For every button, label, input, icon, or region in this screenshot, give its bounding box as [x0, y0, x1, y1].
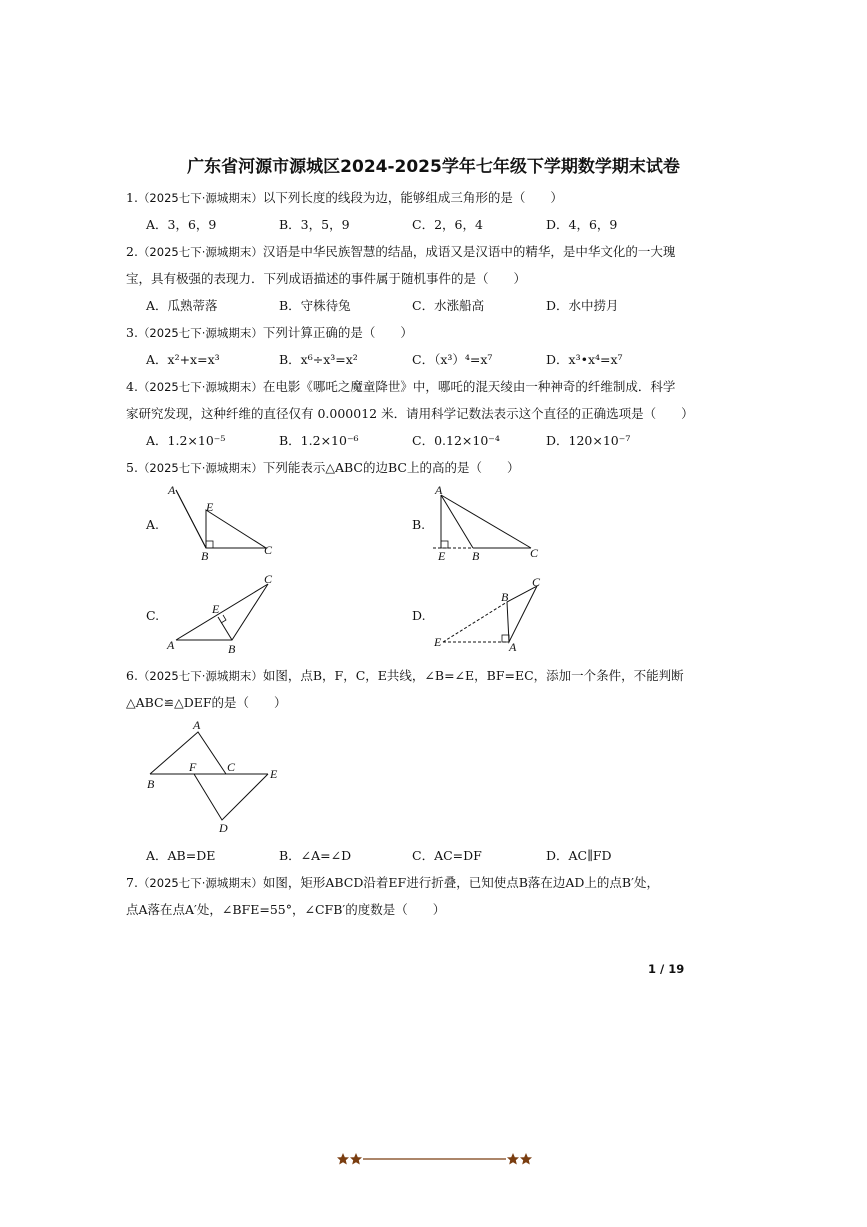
question-6	[126, 666, 684, 684]
point-label: E	[270, 767, 278, 781]
q3-option-b: B．x⁶÷x³=x²	[279, 352, 358, 367]
q5-option-a-label: A.	[146, 517, 160, 532]
question-3	[126, 323, 413, 341]
point-label: C	[532, 575, 541, 589]
question-4	[126, 377, 675, 395]
question-text: 汉语是中华民族智慧的结晶，成语又是汉语中的精华，是中华文化的一大瑰	[262, 244, 676, 259]
question-2-continued: 宝，具有极强的表现力．下列成语描述的事件属于随机事件的是（ ）	[126, 271, 527, 286]
q2-option-b: B．守株待兔	[279, 298, 351, 313]
q6-option-c: C．AC=DF	[412, 848, 482, 863]
question-number: 3.	[126, 325, 138, 340]
point-label: F	[189, 760, 197, 774]
footer-ornament	[336, 1151, 536, 1170]
q5-option-c-label: C.	[146, 608, 160, 623]
point-label: B	[501, 590, 509, 604]
question-tag: （2025七下·源城期末）	[137, 380, 263, 394]
point-label: A	[168, 483, 176, 497]
q5-figure-b	[425, 482, 550, 568]
question-4-continued: 家研究发现，这种纤维的直径仅有 0.000012 米．请用科学记数法表示这个直径的正确选项是（ ）	[126, 406, 694, 421]
question-text: 如图，矩形ABCD沿着EF进行折叠，已知使点B落在边AD上的点B′处，	[262, 875, 659, 890]
question-tag: （2025七下·源城期末）	[137, 461, 263, 475]
q4-option-d: D．120×10⁻⁷	[546, 433, 631, 448]
question-7	[126, 873, 659, 891]
q6-option-b: B．∠A=∠D	[279, 848, 352, 863]
point-label: A	[509, 640, 517, 654]
point-label: A	[435, 483, 443, 497]
q4-option-a: A．1.2×10⁻⁵	[146, 433, 226, 448]
q1-option-c: C．2，6，4	[412, 217, 483, 232]
question-text: 下列计算正确的是（ ）	[262, 325, 413, 340]
q5-figure-c	[160, 572, 280, 660]
point-label: E	[438, 549, 446, 563]
point-label: B	[472, 549, 480, 563]
question-number: 1.	[126, 190, 138, 205]
star-icon	[337, 1153, 349, 1165]
q2-option-d: D．水中捞月	[546, 298, 619, 313]
q3-option-c: C．（x³）⁴=x⁷	[412, 352, 493, 367]
q3-option-a: A．x²+x=x³	[146, 352, 220, 367]
star-icon	[507, 1153, 519, 1165]
point-label: D	[219, 821, 228, 835]
q3-option-d: D．x³•x⁴=x⁷	[546, 352, 623, 367]
point-label: B	[201, 549, 209, 563]
question-number: 4.	[126, 379, 138, 394]
q5-figure-a	[160, 482, 280, 568]
q1-option-b: B．3，5，9	[279, 217, 350, 232]
q1-option-a: A．3，6，9	[146, 217, 217, 232]
point-label: E	[212, 602, 220, 616]
question-2	[126, 242, 675, 260]
point-label: E	[206, 500, 214, 514]
question-text: 在电影《哪吒之魔童降世》中，哪吒的混天绫由一种神奇的纤维制成．科学	[262, 379, 676, 394]
q2-option-c: C．水涨船高	[412, 298, 485, 313]
q6-option-a: A．AB=DE	[146, 848, 216, 863]
question-text: 下列能表示△ABC的边BC上的高的是（ ）	[262, 460, 520, 475]
page-number: 1 / 19	[648, 962, 685, 976]
question-tag: （2025七下·源城期末）	[137, 191, 263, 205]
q5-figure-d	[425, 572, 550, 660]
star-icon	[350, 1153, 362, 1165]
question-number: 7.	[126, 875, 138, 890]
q6-option-d: D．AC∥FD	[546, 848, 612, 863]
point-label: C	[264, 572, 273, 586]
q1-option-d: D．4，6，9	[546, 217, 618, 232]
point-label: A	[193, 718, 201, 732]
q5-option-d-label: D.	[412, 608, 426, 623]
star-icon	[520, 1153, 532, 1165]
q4-option-c: C．0.12×10⁻⁴	[412, 433, 500, 448]
q2-option-a: A．瓜熟蒂落	[146, 298, 218, 313]
question-text: 以下列长度的线段为边，能够组成三角形的是（ ）	[262, 190, 563, 205]
question-text: 如图，点B，F，C，E共线，∠B=∠E，BF=EC，添加一个条件，不能判断	[262, 668, 684, 683]
point-label: B	[147, 777, 155, 791]
question-tag: （2025七下·源城期末）	[137, 245, 263, 259]
question-number: 5.	[126, 460, 138, 475]
q5-option-b-label: B.	[412, 517, 426, 532]
question-1	[126, 188, 563, 206]
point-label: C	[264, 543, 273, 557]
point-label: A	[167, 638, 175, 652]
question-6-continued: △ABC≌△DEF的是（ ）	[126, 695, 287, 710]
point-label: B	[228, 642, 236, 656]
question-7-continued: 点A落在点A′处，∠BFE=55°，∠CFB′的度数是（ ）	[126, 902, 446, 917]
question-tag: （2025七下·源城期末）	[137, 326, 263, 340]
point-label: E	[434, 635, 442, 649]
q6-figure	[138, 716, 288, 842]
question-tag: （2025七下·源城期末）	[137, 669, 263, 683]
point-label: C	[530, 546, 539, 560]
question-number: 2.	[126, 244, 138, 259]
question-tag: （2025七下·源城期末）	[137, 876, 263, 890]
q4-option-b: B．1.2×10⁻⁶	[279, 433, 359, 448]
page-title: 广东省河源市源城区2024-2025学年七年级下学期数学期末试卷	[187, 157, 680, 177]
point-label: C	[227, 760, 236, 774]
question-number: 6.	[126, 668, 138, 683]
question-5	[126, 458, 519, 476]
